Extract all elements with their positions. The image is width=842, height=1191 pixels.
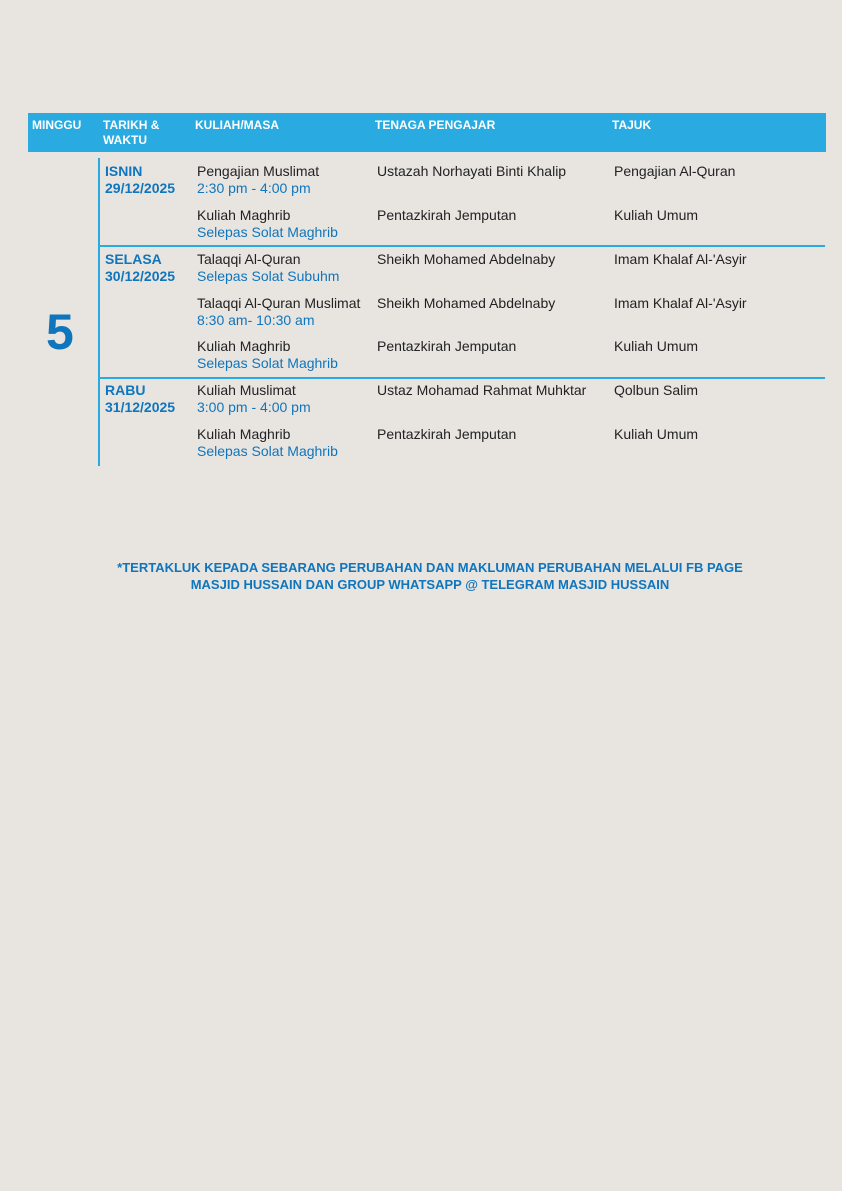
kuliah-cell: [197, 251, 339, 285]
pengajar-cell: Pentazkirah Jemputan: [377, 426, 517, 442]
kuliah-time: 8:30 am- 10:30 am: [197, 312, 315, 328]
pengajar-cell: Ustaz Mohamad Rahmat Muhktar: [377, 382, 587, 398]
kuliah-name: Talaqqi Al-Quran: [197, 251, 301, 267]
vertical-divider: [98, 158, 100, 466]
kuliah-name: Kuliah Maghrib: [197, 207, 291, 223]
header-tarikh-line1: TARIKH &: [103, 118, 160, 132]
day-date: 31/12/2025: [105, 399, 176, 415]
kuliah-time: Selepas Solat Maghrib: [197, 443, 338, 459]
table-header: [28, 113, 826, 152]
footnote-line2: MASJID HUSSAIN DAN GROUP WHATSAPP @ TELEGRAM MASJID HUSSAIN: [190, 577, 670, 592]
day-name: SELASA: [105, 251, 162, 267]
kuliah-time: 2:30 pm - 4:00 pm: [197, 180, 311, 196]
tajuk-cell: Pengajian Al-Quran: [614, 163, 736, 179]
kuliah-name: Kuliah Maghrib: [197, 338, 291, 354]
header-minggu: MINGGU: [32, 118, 82, 132]
week-number: 5: [46, 304, 74, 360]
header-tenaga: TENAGA PENGAJAR: [375, 118, 496, 132]
tajuk-cell: Imam Khalaf Al-'Asyir: [614, 295, 747, 311]
kuliah-cell: [197, 163, 319, 197]
day-label: [105, 163, 175, 197]
tajuk-cell: Kuliah Umum: [614, 338, 699, 354]
kuliah-cell: [197, 426, 338, 460]
kuliah-time: Selepas Solat Subuhm: [197, 268, 340, 284]
pengajar-cell: Sheikh Mohamed Abdelnaby: [377, 295, 556, 311]
pengajar-cell: Sheikh Mohamed Abdelnaby: [377, 251, 556, 267]
kuliah-cell: [197, 338, 338, 372]
row-divider: [100, 245, 825, 247]
kuliah-name: Kuliah Maghrib: [197, 426, 291, 442]
kuliah-cell: [197, 382, 311, 416]
header-tajuk: TAJUK: [612, 118, 652, 132]
pengajar-cell: Pentazkirah Jemputan: [377, 338, 517, 354]
day-label: [105, 251, 175, 285]
footnote-line1: *TERTAKLUK KEPADA SEBARANG PERUBAHAN DAN MAKLUMAN PERUBAHAN MELALUI FB PAGE: [117, 560, 743, 575]
kuliah-name: Kuliah Muslimat: [197, 382, 296, 398]
header-tarikh: [103, 118, 183, 148]
day-date: 30/12/2025: [105, 268, 176, 284]
pengajar-cell: Pentazkirah Jemputan: [377, 207, 517, 223]
kuliah-name: Pengajian Muslimat: [197, 163, 320, 179]
kuliah-cell: [197, 295, 360, 329]
kuliah-name: Talaqqi Al-Quran Muslimat: [197, 295, 361, 311]
kuliah-time: 3:00 pm - 4:00 pm: [197, 399, 311, 415]
tajuk-cell: Imam Khalaf Al-'Asyir: [614, 251, 747, 267]
header-tarikh-line2: WAKTU: [103, 133, 147, 147]
kuliah-time: Selepas Solat Maghrib: [197, 355, 338, 371]
tajuk-cell: Kuliah Umum: [614, 207, 699, 223]
day-name: RABU: [105, 382, 146, 398]
row-divider: [100, 377, 825, 379]
day-date: 29/12/2025: [105, 180, 176, 196]
pengajar-cell: Ustazah Norhayati Binti Khalip: [377, 163, 567, 179]
tajuk-cell: Kuliah Umum: [614, 426, 699, 442]
header-kuliah: KULIAH/MASA: [195, 118, 279, 132]
tajuk-cell: Qolbun Salim: [614, 382, 699, 398]
day-label: [105, 382, 175, 416]
kuliah-time: Selepas Solat Maghrib: [197, 224, 338, 240]
day-name: ISNIN: [105, 163, 143, 179]
kuliah-cell: [197, 207, 338, 241]
footnote: [60, 559, 800, 593]
